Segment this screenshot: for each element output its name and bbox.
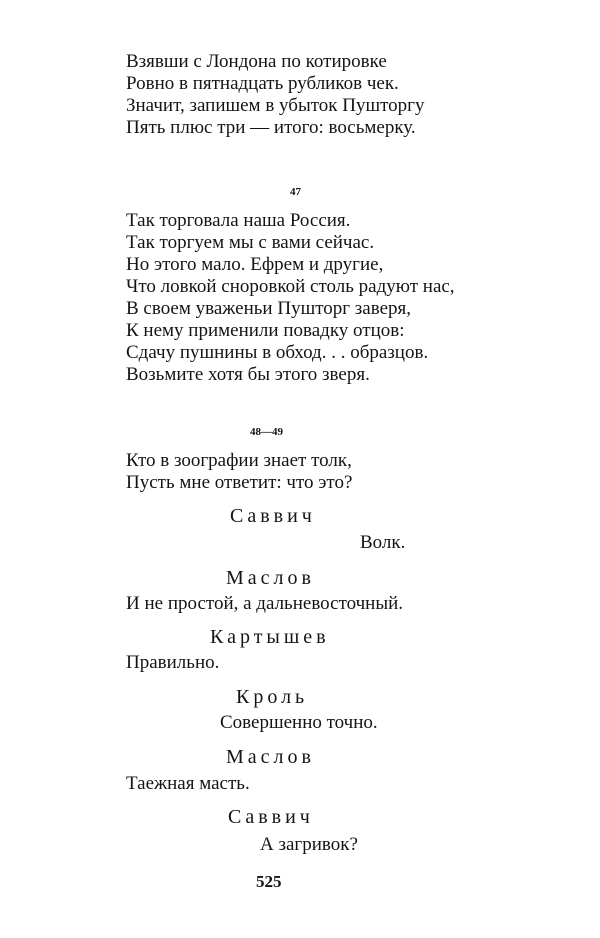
speaker-reply: И не простой, а дальневосточный. xyxy=(126,593,404,614)
verse-line: Пять плюс три — итого: восьмерку. xyxy=(126,117,416,138)
speaker-reply: Таежная масть. xyxy=(126,773,250,794)
speaker-name: Маслов xyxy=(226,746,315,768)
verse-line: Пусть мне ответит: что это? xyxy=(126,472,353,493)
verse-line: Взявши с Лондона по котировке xyxy=(126,51,387,72)
speaker-reply: А загривок? xyxy=(260,834,358,855)
verse-line: Так торговала наша Россия. xyxy=(126,210,351,231)
speaker-name: Кроль xyxy=(236,686,309,708)
speaker-reply: Совершенно точно. xyxy=(220,712,378,733)
verse-line: Ровно в пятнадцать рубликов чек. xyxy=(126,73,399,94)
verse-line: Но этого мало. Ефрем и другие, xyxy=(126,254,384,275)
speaker-name: Саввич xyxy=(230,505,316,527)
verse-line: Сдачу пушнины в обход. . . образцов. xyxy=(126,342,429,363)
section-number: 48—49 xyxy=(250,426,283,438)
verse-line: Так торгуем мы с вами сейчас. xyxy=(126,232,375,253)
speaker-name: Маслов xyxy=(226,567,315,589)
verse-line: К нему применили повадку отцов: xyxy=(126,320,405,341)
verse-line: Что ловкой сноровкой столь радуют нас, xyxy=(126,276,455,297)
page-number: 525 xyxy=(256,872,282,891)
speaker-reply: Правильно. xyxy=(126,652,220,673)
verse-line: Возьмите хотя бы этого зверя. xyxy=(126,364,370,385)
verse-line: Кто в зоографии знает толк, xyxy=(126,450,352,471)
section-number: 47 xyxy=(290,186,301,198)
verse-line: В своем уваженьи Пушторг заверя, xyxy=(126,298,412,319)
speaker-name: Картышев xyxy=(210,626,330,648)
speaker-reply: Волк. xyxy=(360,532,406,553)
speaker-name: Саввич xyxy=(228,806,314,828)
verse-line: Значит, запишем в убыток Пушторгу xyxy=(126,95,425,116)
